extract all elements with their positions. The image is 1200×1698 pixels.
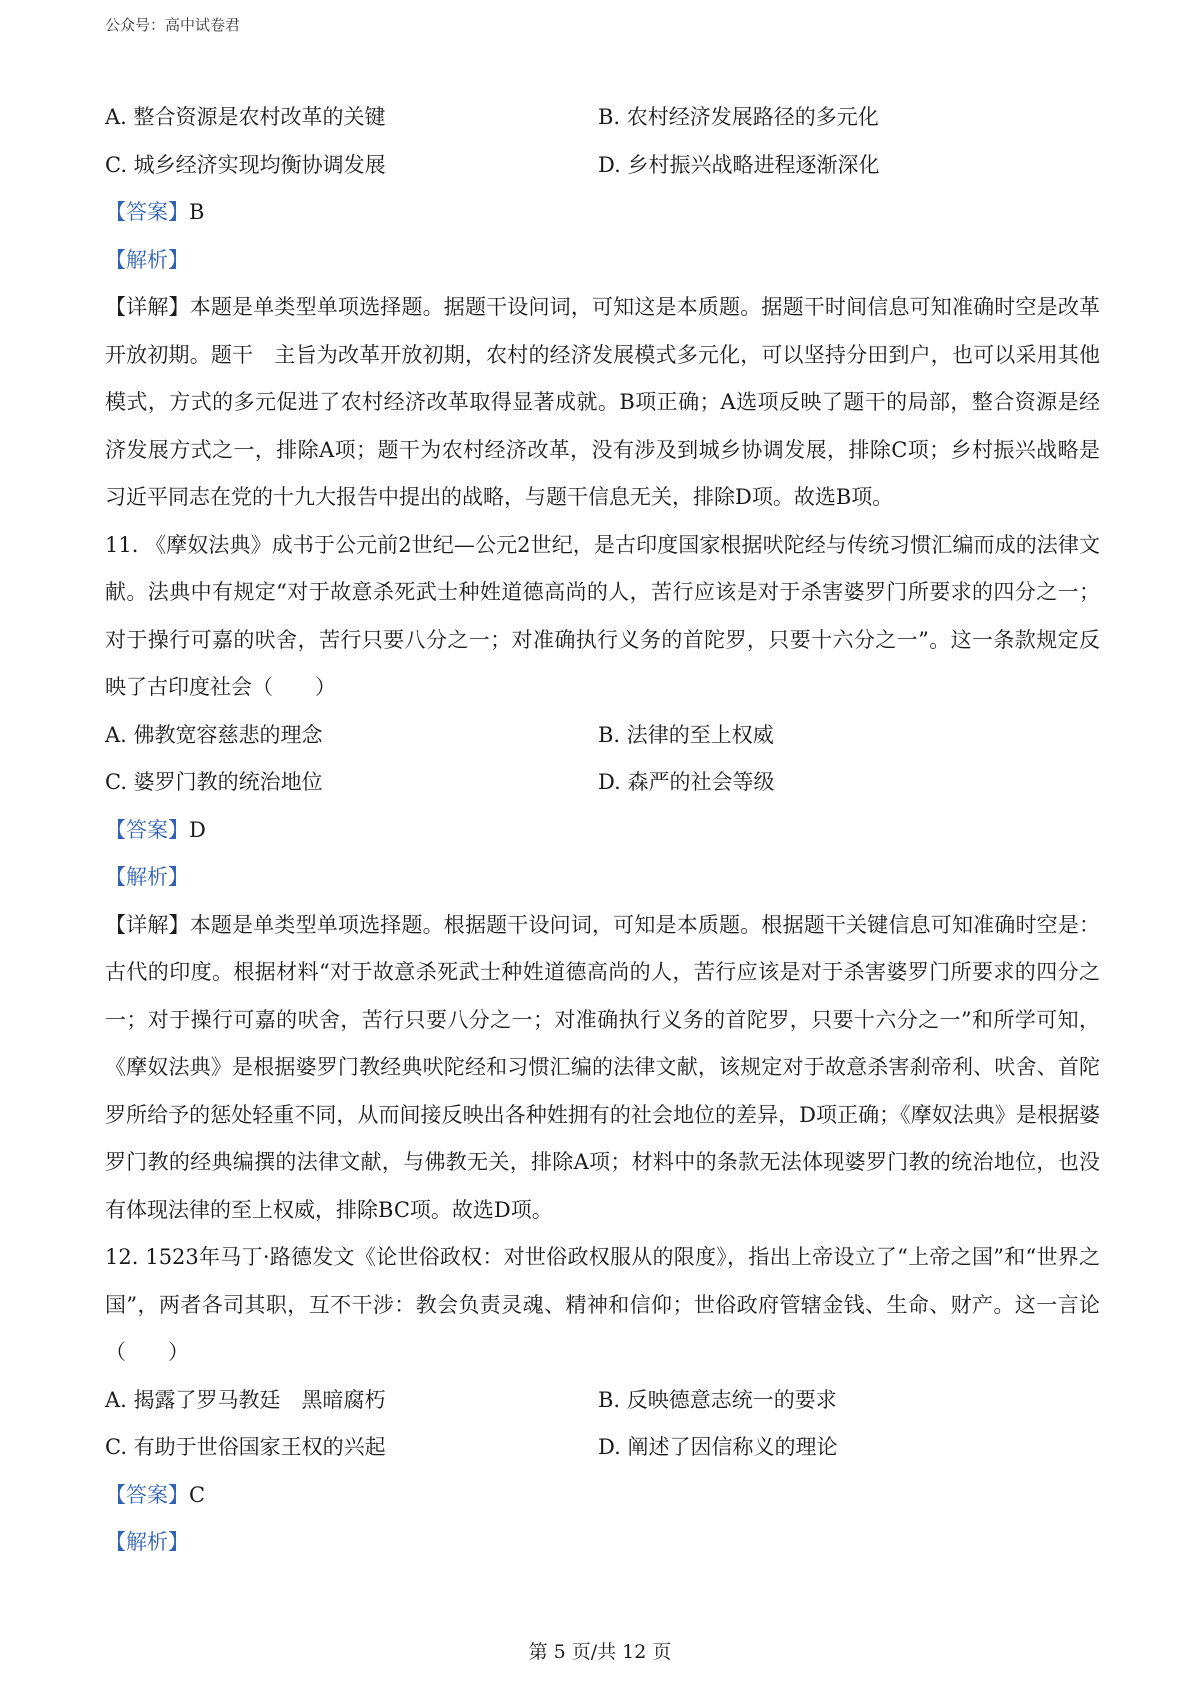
q10-answer: [105, 189, 1100, 237]
q11-options-row-1: [105, 712, 1100, 760]
q11-option-d: D. 森严的社会等级: [598, 770, 775, 794]
q10-option-a: A. 整合资源是农村改革的关键: [105, 105, 386, 129]
q12-option-a: A. 揭露了罗马教廷 黑暗腐朽: [105, 1387, 386, 1412]
q12-option-c: C. 有助于世俗国家王权的兴起: [105, 1435, 386, 1459]
q11-option-a: A. 佛教宽容慈悲的理念: [105, 722, 323, 747]
q11-option-c: C. 婆罗门教的统治地位: [105, 770, 323, 794]
q10-options-row-2: [105, 142, 1100, 190]
analysis-tag: 【解析】: [105, 247, 189, 272]
q12-options-row-2: [105, 1424, 1100, 1472]
q11-stem: 11. 《摩奴法典》成书于公元前2世纪—公元2世纪，是古印度国家根据吠陀经与传统习惯汇编而成的法律文献。法典中有规定“对于故意杀死武士种姓道德高尚的人，苦行应该是对于杀害婆罗门所要求的四分之一；对于操行可嘉的吠舍，苦行只要八分之一；对准确执行义务的首陀罗，只要十六分之一”。这一条款规定反映了古印度社会（ ）: [105, 532, 1100, 699]
q11-detail: [105, 902, 1100, 1235]
q12-analysis: [105, 1519, 1100, 1567]
q11-options-row-2: [105, 759, 1100, 807]
page-content: [105, 94, 1100, 1567]
answer-tag: 【答案】: [105, 200, 189, 224]
detail-text: 本题是单类型单项选择题。据题干设问词，可知这是本质题。据题干时间信息可知准确时空是改革开放初期。题干 主旨为改革开放初期，农村的经济发展模式多元化，可以坚持分田到户，也可以采用其他模式，方式的多元促进了农村经济改革取得显著成就。B项正确；A选项反映了题干的局部，整合资源是经济发展方式之一，排除A项；题干为农村经济改革，没有涉及到城乡协调发展，排除C项；乡村振兴战略是习近平同志在党的十九大报告中提出的战略，与题干信息无关，排除D项。故选B项。: [105, 295, 1101, 509]
q12-answer: [105, 1472, 1100, 1520]
q10-option-c: C. 城乡经济实现均衡协调发展: [105, 152, 386, 177]
detail-text: 本题是单类型单项选择题。根据题干设问词，可知是本质题。根据题干关键信息可知准确时空是：古代的印度。根据材料“对于故意杀死武士种姓道德高尚的人，苦行应该是对于杀害婆罗门所要求的四分之一；对于操行可嘉的吠舍，苦行只要八分之一；对准确执行义务的首陀罗，只要十六分之一”和所学可知，《摩奴法典》是根据婆罗门教经典吠陀经和习惯汇编的法律文献，该规定对于故意杀害刹帝利、吠舍、首陀罗所给予的惩处轻重不同，从而间接反映出各种姓拥有的社会地位的差异，D项正确；《摩奴法典》是根据婆罗门教的经典编撰的法律文献，与佛教无关，排除A项；材料中的条款无法体现婆罗门教的统治地位，也没有体现法律的至上权威，排除BC项。故选D项。: [105, 912, 1101, 1222]
q10-detail: [105, 284, 1100, 522]
answer-value: C: [189, 1482, 206, 1507]
page-footer: 第 5 页/共 12 页: [528, 1641, 672, 1663]
answer-tag: 【答案】: [105, 817, 189, 842]
analysis-tag: 【解析】: [105, 865, 189, 889]
q10-option-d: D. 乡村振兴战略进程逐渐深化: [598, 152, 880, 177]
q12-option-d: D. 阐述了因信称义的理论: [598, 1435, 838, 1459]
q10-options-row-1: [105, 94, 1100, 142]
page-header: 公众号：高中试卷君: [105, 16, 241, 34]
q11-option-b: B. 法律的至上权威: [598, 722, 774, 747]
answer-tag: 【答案】: [105, 1482, 189, 1507]
q12-option-b: B. 反映德意志统一的要求: [598, 1387, 837, 1412]
q11-answer: [105, 807, 1100, 855]
analysis-tag: 【解析】: [105, 1530, 189, 1554]
answer-value: B: [189, 200, 205, 224]
answer-value: D: [189, 817, 206, 842]
q10-option-b: B. 农村经济发展路径的多元化: [598, 105, 879, 129]
q11-analysis: [105, 854, 1100, 902]
q10-analysis: [105, 237, 1100, 285]
q12-options-row-1: [105, 1377, 1100, 1425]
detail-tag: 【详解】: [105, 912, 190, 937]
detail-tag: 【详解】: [105, 295, 190, 319]
q12-stem: 12. 1523年马丁·路德发文《论世俗政权：对世俗政权服从的限度》，指出上帝设立了“上帝之国”和“世界之国”，两者各司其职，互不干涉：教会负责灵魂、精神和信仰；世俗政府管辖金钱、生命、财产。这一言论（ ）: [105, 1245, 1100, 1364]
